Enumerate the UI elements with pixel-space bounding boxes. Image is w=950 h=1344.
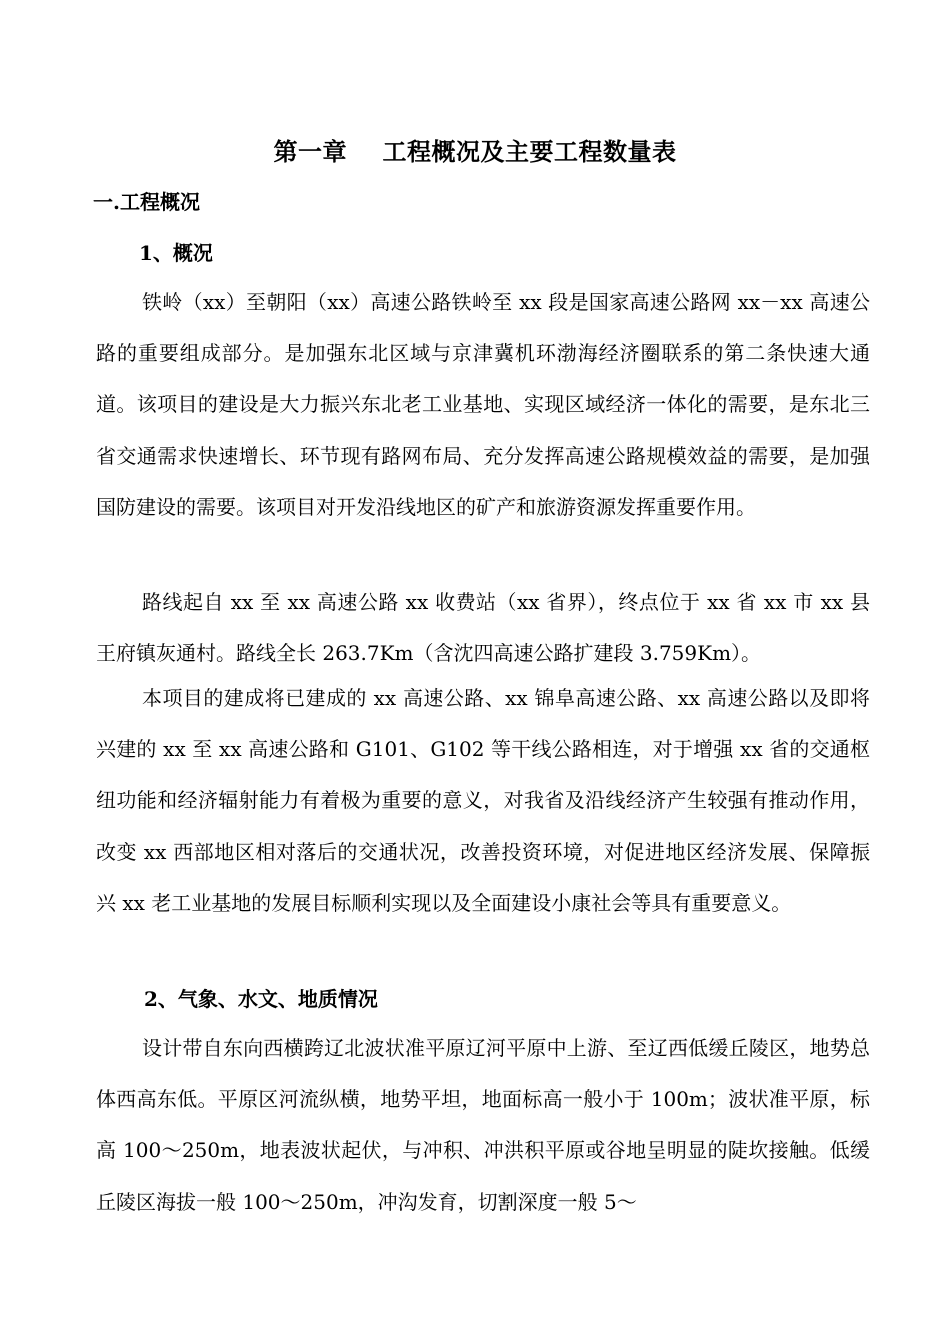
paragraph-terrain: 设计带自东向西横跨辽北波状准平原辽河平原中上游、至辽西低缓丘陵区，地势总体西高东低。平原区河流纵横，地势平坦，地面标高一般小于 100m；波状准平原，标高 100～250m，地表波状起伏，与冲积、冲洪积平原或谷地呈明显的陡坎接触。低缓丘陵区海拔一般 100～250m，冲沟发育，切割深度一般 5～ — [96, 1036, 870, 1214]
paragraph-project-overview: 铁岭（xx）至朝阳（xx）高速公路铁岭至 xx 段是国家高速公路网 xx－xx 高速公路的重要组成部分。是加强东北区域与京津冀机环渤海经济圈联系的第二条快速大通道。该项目的建设是大力振兴东北老工业基地、实现区域经济一体化的需要，是东北三省交通需求快速增长、环节现有路网布局、充分发挥高速公路规模效益的需要，是加强国防建设的需要。该项目对开发沿线地区的矿产和旅游资源发挥重要作用。 — [96, 290, 870, 519]
paragraph-route: 路线起自 xx 至 xx 高速公路 xx 收费站（xx 省界），终点位于 xx 省 xx 市 xx 县王府镇灰通村。路线全长 263.7Km（含沈四高速公路扩建段 3.759Km）。 — [96, 590, 870, 666]
subsection-heading-climate: 2、气象、水文、地质情况 — [144, 987, 378, 1011]
subsection-heading-overview: 1、概况 — [139, 241, 213, 265]
chapter-title: 第一章 工程概况及主要工程数量表 — [273, 137, 677, 166]
section-heading-overview: 一.工程概况 — [93, 190, 200, 214]
paragraph-significance: 本项目的建成将已建成的 xx 高速公路、xx 锦阜高速公路、xx 高速公路以及即将兴建的 xx 至 xx 高速公路和 G101、G102 等干线公路相连，对于增强 xx 省的交通枢纽功能和经济辐射能力有着极为重要的意义，对我省及沿线经济产生较强有推动作用，改变 xx 西部地区相对落后的交通状况，改善投资环境，对促进地区经济发展、保障振兴 xx 老工业基地的发展目标顺利实现以及全面建设小康社会等具有重要意义。 — [96, 686, 870, 915]
